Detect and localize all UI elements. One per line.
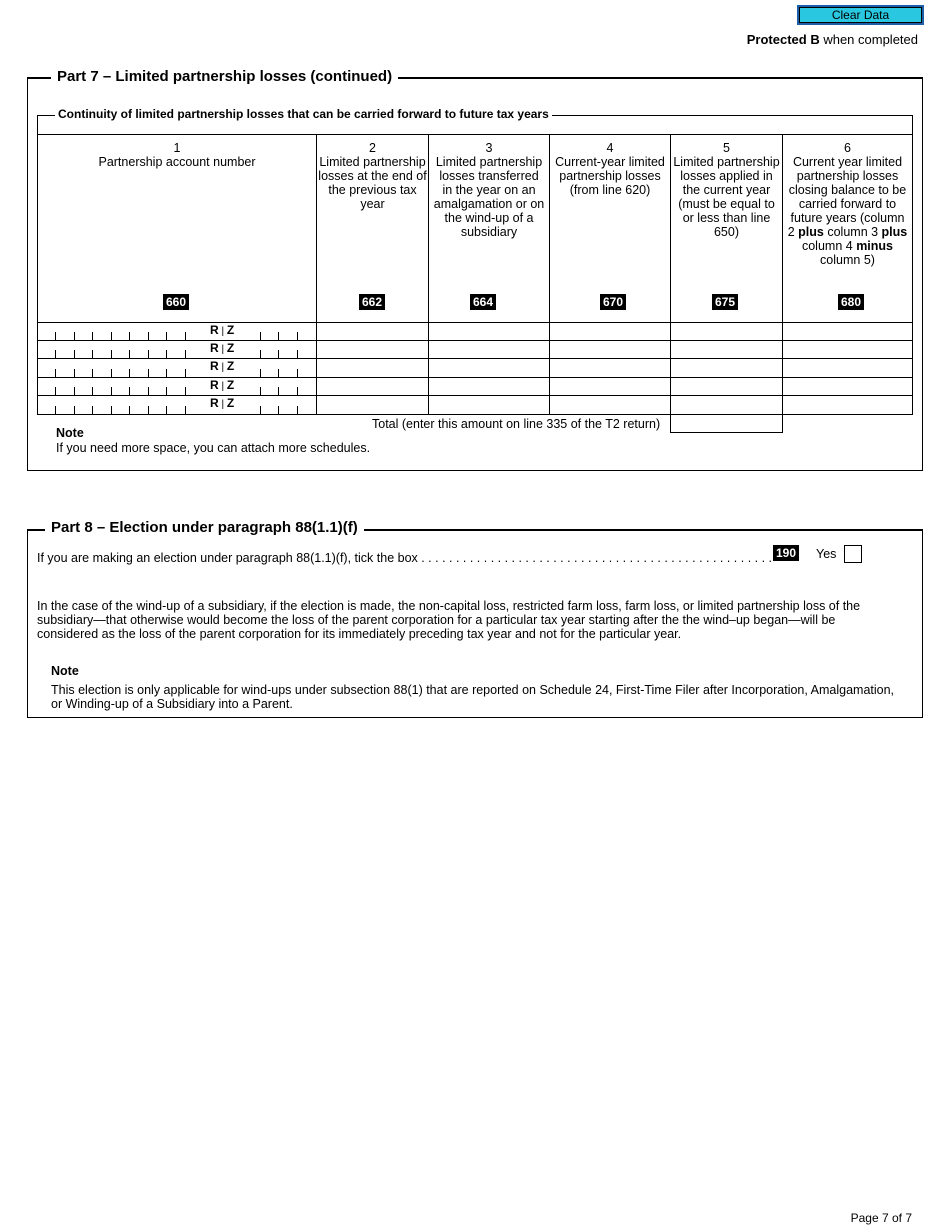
- part8-note-title: Note: [51, 664, 79, 678]
- loss-amount-cell-col4[interactable]: [550, 396, 670, 414]
- code-680: 680: [838, 294, 864, 310]
- partnership-account-field[interactable]: [38, 377, 316, 395]
- digit-tick: [129, 350, 130, 358]
- election-checkbox[interactable]: [844, 545, 862, 563]
- loss-amount-cell-col3[interactable]: [429, 378, 549, 395]
- part7-note-title: Note: [56, 426, 84, 440]
- code-670: 670: [600, 294, 626, 310]
- total-input[interactable]: [671, 415, 782, 432]
- digit-tick: [185, 332, 186, 340]
- col6-header: 6 Current year limited partnership losses closing balance to be carried forward to future years (column 2 plus column 3 plus column 4 minus column 5): [787, 141, 908, 267]
- rz-label: R | Z: [210, 396, 235, 410]
- part8-title: Part 8 – Election under paragraph 88(1.1)(f): [45, 519, 364, 536]
- clear-data-button[interactable]: Clear Data: [797, 5, 924, 25]
- code-190: 190: [773, 545, 799, 561]
- digit-tick: [129, 406, 130, 414]
- digit-tick: [260, 387, 261, 395]
- digit-tick: [166, 406, 167, 414]
- part7-note-text: If you need more space, you can attach more schedules.: [56, 441, 371, 455]
- digit-tick: [74, 369, 75, 377]
- digit-tick: [278, 406, 279, 414]
- digit-tick: [166, 332, 167, 340]
- digit-tick: [297, 332, 298, 340]
- digit-tick: [111, 350, 112, 358]
- yes-label: Yes: [816, 547, 837, 561]
- digit-tick: [278, 332, 279, 340]
- rz-label: R | Z: [210, 359, 235, 373]
- loss-amount-cell-col2[interactable]: [317, 396, 428, 414]
- digit-tick: [55, 350, 56, 358]
- digit-tick: [92, 369, 93, 377]
- digit-tick: [92, 406, 93, 414]
- digit-tick: [185, 406, 186, 414]
- loss-amount-cell-col4[interactable]: [550, 359, 670, 377]
- part8-note-text: This election is only applicable for wind-ups under subsection 88(1) that are reported on Schedule 24, First-Time Filer after Incorporation, Amalgamation, or Winding-up of a Subsidiary into a Parent.: [51, 683, 895, 711]
- digit-tick: [74, 332, 75, 340]
- digit-tick: [55, 332, 56, 340]
- code-660: 660: [163, 294, 189, 310]
- loss-amount-cell-col6[interactable]: [783, 341, 912, 358]
- loss-amount-cell-col3[interactable]: [429, 359, 549, 377]
- loss-amount-cell-col2[interactable]: [317, 341, 428, 358]
- digit-tick: [129, 332, 130, 340]
- digit-tick: [297, 369, 298, 377]
- digit-tick: [185, 369, 186, 377]
- rz-label: R | Z: [210, 378, 235, 392]
- col1-header: 1 Partnership account number: [98, 141, 256, 169]
- digit-tick: [92, 350, 93, 358]
- digit-tick: [129, 387, 130, 395]
- col4-header: 4 Current-year limited partnership losses (from line 620): [555, 141, 665, 197]
- digit-tick: [55, 387, 56, 395]
- digit-tick: [92, 387, 93, 395]
- loss-amount-cell-col6[interactable]: [783, 323, 912, 340]
- loss-amount-cell-col2[interactable]: [317, 378, 428, 395]
- digit-tick: [148, 332, 149, 340]
- election-paragraph: In the case of the wind-up of a subsidiary, if the election is made, the non-capital loss, restricted farm loss, farm loss, or limited partnership loss of the subsidiary—that otherwise would become the loss of the parent corporation for a particular tax year starting after the the wind–up began—will be considered as the loss of the parent corporation for its immediately preceding tax year and not for the particular year.: [37, 599, 861, 641]
- digit-tick: [166, 369, 167, 377]
- digit-tick: [166, 387, 167, 395]
- loss-amount-cell-col5[interactable]: [671, 359, 782, 377]
- col3-header: 3 Limited partnership losses transferred in the year on an amalgamation or on the wind-up of a subsidiary: [433, 141, 545, 239]
- loss-amount-cell-col3[interactable]: [429, 341, 549, 358]
- digit-tick: [111, 387, 112, 395]
- digit-tick: [278, 387, 279, 395]
- digit-tick: [148, 350, 149, 358]
- digit-tick: [185, 387, 186, 395]
- rz-label: R | Z: [210, 341, 235, 355]
- digit-tick: [111, 332, 112, 340]
- partnership-account-field[interactable]: [38, 340, 316, 358]
- digit-tick: [111, 369, 112, 377]
- loss-amount-cell-col5[interactable]: [671, 341, 782, 358]
- loss-amount-cell-col4[interactable]: [550, 378, 670, 395]
- digit-tick: [55, 406, 56, 414]
- digit-tick: [74, 387, 75, 395]
- digit-tick: [148, 369, 149, 377]
- code-675: 675: [712, 294, 738, 310]
- digit-tick: [260, 332, 261, 340]
- digit-tick: [278, 369, 279, 377]
- loss-amount-cell-col4[interactable]: [550, 341, 670, 358]
- loss-amount-cell-col4[interactable]: [550, 323, 670, 340]
- digit-tick: [297, 387, 298, 395]
- digit-tick: [260, 350, 261, 358]
- partnership-account-field[interactable]: [38, 358, 316, 377]
- digit-tick: [92, 332, 93, 340]
- digit-tick: [297, 406, 298, 414]
- code-662: 662: [359, 294, 385, 310]
- digit-tick: [297, 350, 298, 358]
- total-label: Total (enter this amount on line 335 of the T2 return): [372, 417, 661, 431]
- digit-tick: [148, 387, 149, 395]
- loss-amount-cell-col6[interactable]: [783, 378, 912, 395]
- digit-tick: [260, 406, 261, 414]
- page-number: Page 7 of 7: [850, 1211, 912, 1225]
- digit-tick: [74, 350, 75, 358]
- partnership-account-field[interactable]: [38, 322, 316, 340]
- col2-header: 2 Limited partnership losses at the end of the previous tax year: [318, 141, 427, 211]
- loss-amount-cell-col3[interactable]: [429, 396, 549, 414]
- loss-amount-cell-col6[interactable]: [783, 359, 912, 377]
- loss-amount-cell-col6[interactable]: [783, 396, 912, 414]
- loss-amount-cell-col5[interactable]: [671, 378, 782, 395]
- digit-tick: [260, 369, 261, 377]
- digit-tick: [185, 350, 186, 358]
- digit-tick: [55, 369, 56, 377]
- loss-amount-cell-col2[interactable]: [317, 359, 428, 377]
- rz-label: R | Z: [210, 323, 235, 337]
- digit-tick: [148, 406, 149, 414]
- loss-amount-cell-col2[interactable]: [317, 323, 428, 340]
- digit-tick: [278, 350, 279, 358]
- part7-title: Part 7 – Limited partnership losses (continued): [51, 68, 398, 85]
- code-664: 664: [470, 294, 496, 310]
- col5-header: 5 Limited partnership losses applied in the current year (must be equal to or less than line 650): [673, 141, 780, 239]
- loss-amount-cell-col5[interactable]: [671, 396, 782, 414]
- loss-amount-cell-col3[interactable]: [429, 323, 549, 340]
- part7-subtitle: Continuity of limited partnership losses that can be carried forward to future tax years: [55, 107, 552, 121]
- election-text: If you are making an election under paragraph 88(1.1)(f), tick the box . . . . . . . . . . . . . . . . . . . . . . . . . . . . . . . . . . . . . . . . . . . . . . . . . . .: [37, 551, 772, 565]
- protected-label: Protected B when completed: [746, 32, 918, 47]
- digit-tick: [111, 406, 112, 414]
- partnership-account-field[interactable]: [38, 395, 316, 414]
- digit-tick: [129, 369, 130, 377]
- digit-tick: [74, 406, 75, 414]
- loss-amount-cell-col5[interactable]: [671, 323, 782, 340]
- digit-tick: [166, 350, 167, 358]
